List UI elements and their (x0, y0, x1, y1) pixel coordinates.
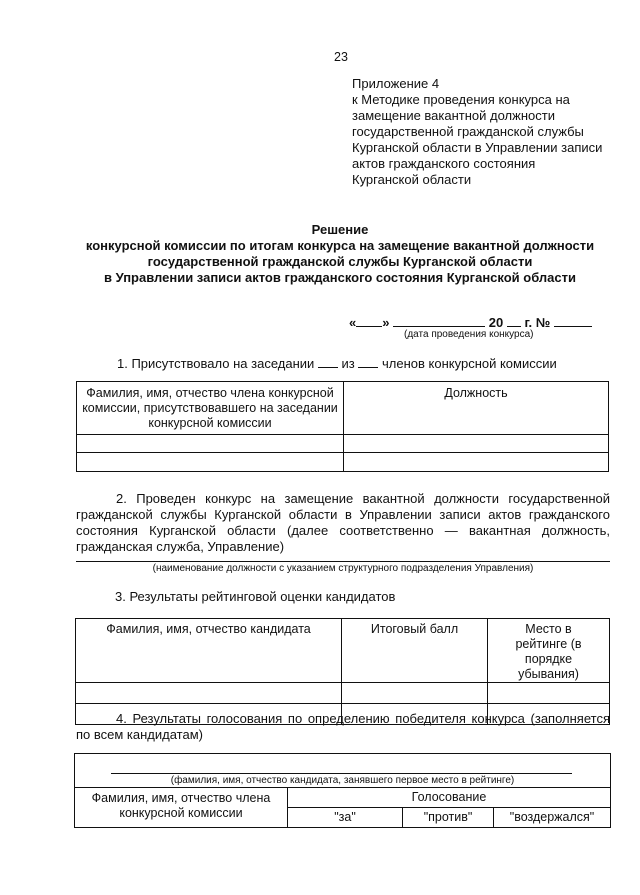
winner-caption: (фамилия, имя, отчество кандидата, занявшего первое место в рейтинге) (170, 775, 515, 786)
vote-option-against: "против" (403, 808, 494, 828)
table-header: Итоговый балл (342, 619, 488, 683)
title-line: в Управлении записи актов гражданского состояния Курганской области (104, 270, 576, 285)
table-header: Фамилия, имя, отчество кандидата (76, 619, 342, 683)
section4-text: 4. Результаты голосования по определению победителя конкурса (заполняется по всем кандидатам) (76, 711, 610, 742)
voting-table (74, 753, 611, 828)
table-cell[interactable] (344, 453, 609, 472)
appendix-block (352, 76, 632, 188)
table-cell[interactable] (77, 435, 344, 453)
winner-cell[interactable] (75, 754, 611, 788)
date-line: « » 20 г. № (349, 314, 592, 331)
rating-table (75, 618, 610, 725)
appendix-line: Приложение 4 (352, 76, 440, 91)
vote-option-abstain: "воздержался" (494, 808, 611, 828)
appendix-line: замещение вакантной должности (352, 108, 555, 123)
winner-blank-line (111, 773, 572, 774)
title-line: государственной гражданской службы Курганской области (147, 254, 533, 269)
table-header: Место в рейтинге (в порядке убывания) (488, 619, 610, 683)
table-cell[interactable] (344, 435, 609, 453)
table-header: Фамилия, имя, отчество члена конкурсной комиссии, присутствовавшего на заседании конкурсной комиссии (77, 382, 344, 435)
date-caption: (дата проведения конкурса) (404, 329, 534, 340)
table-header: Должность (344, 382, 609, 435)
vote-option-for: "за" (288, 808, 403, 828)
appendix-line: Курганской области в Управлении записи (352, 140, 603, 155)
section3-text: 3. Результаты рейтинговой оценки кандидатов (115, 589, 396, 604)
position-caption: (наименование должности с указанием структурного подразделения Управления) (152, 563, 534, 574)
section1-text: 1. Присутствовало на заседании из членов конкурсной комиссии (117, 356, 557, 371)
member-header: Фамилия, имя, отчество члена конкурсной комиссии (75, 788, 288, 828)
appendix-line: Курганской области (352, 172, 472, 187)
page-number: 23 (334, 50, 348, 64)
month-blank[interactable] (393, 314, 485, 327)
title-line: конкурсной комиссии по итогам конкурса на замещение вакантной должности (85, 238, 595, 253)
year-blank[interactable] (507, 314, 521, 327)
day-blank[interactable] (356, 314, 382, 327)
attendance-table (76, 381, 609, 472)
present-count-blank[interactable] (318, 355, 338, 368)
table-cell[interactable] (77, 453, 344, 472)
table-cell[interactable] (76, 683, 342, 704)
appendix-line: актов гражданского состояния (352, 156, 536, 171)
total-count-blank[interactable] (358, 355, 378, 368)
document-title (20, 222, 640, 286)
appendix-line: государственной гражданской службы (352, 124, 584, 139)
voting-header: Голосование (288, 788, 611, 808)
table-cell[interactable] (488, 683, 610, 704)
table-cell[interactable] (342, 683, 488, 704)
section2-text: 2. Проведен конкурс на замещение вакантной должности государственной гражданской службы Курганской области в Управлении записи актов гражданского состояния Курганской области (далее соответственно — вакантная должность, гражданская служба, Управление) (76, 491, 610, 554)
position-blank-line[interactable] (76, 561, 610, 562)
title-heading: Решение (311, 222, 369, 237)
number-blank[interactable] (554, 314, 592, 327)
appendix-line: к Методике проведения конкурса на (352, 92, 570, 107)
